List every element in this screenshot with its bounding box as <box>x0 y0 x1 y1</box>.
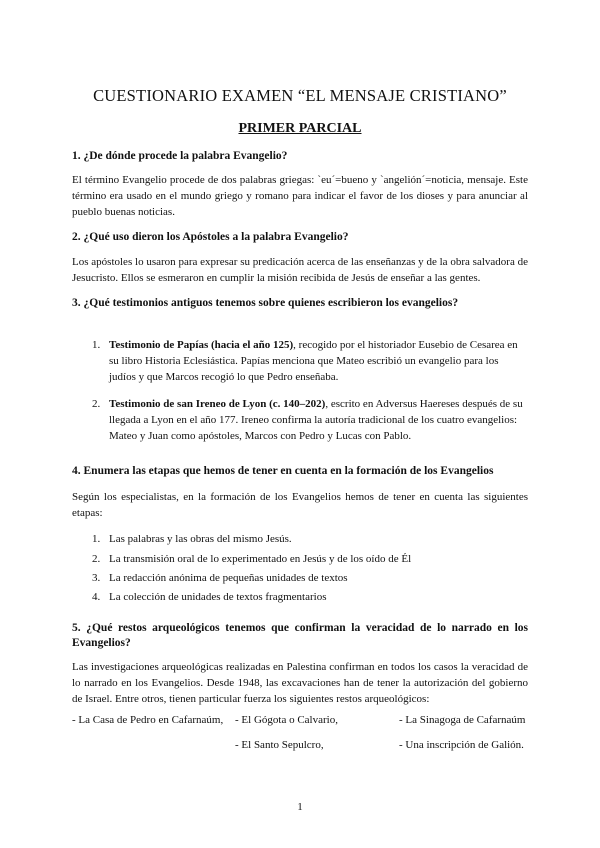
remains-item-santo-sepulcro: - El Santo Sepulcro, <box>235 739 324 751</box>
question-2-answer: Los apóstoles lo usaron para expresar su predicación acerca de las enseñanzas y de la obra salvadora de Jesucristo. Ellos se esmeraron en cumplir la misión recibida de Jesús de enseñar a las gentes. <box>72 256 528 284</box>
item-number: 2. <box>92 398 101 410</box>
item-number: 3. <box>92 572 101 584</box>
item-text: Las palabras y las obras del mismo Jesús. <box>109 533 292 545</box>
question-1-heading: 1. ¿De dónde procede la palabra Evangelio? <box>72 150 288 162</box>
question-2-heading: 2. ¿Qué uso dieron los Apóstoles a la palabra Evangelio? <box>72 231 349 243</box>
item-number: 2. <box>92 553 101 565</box>
remains-item-sinagoga: - La Sinagoga de Cafarnaúm <box>399 714 526 726</box>
question-1-answer: El término Evangelio procede de dos palabras griegas: `eu´=bueno y `angelión´=noticia, mensaje. Este término era usado en el mundo griego y romano para indicar el favor de los dioses y para anunciar al pueblo buenas noticias. <box>72 174 528 218</box>
item-text: La transmisión oral de lo experimentado en Jesús y de los oído de Él <box>109 553 412 565</box>
question-3-heading: 3. ¿Qué testimonios antiguos tenemos sobre quienes escribieron los evangelios? <box>72 297 459 309</box>
item-title: Testimonio de Papías (hacia el año 125) <box>109 339 294 351</box>
question-4-heading: 4. Enumera las etapas que hemos de tener en cuenta en la formación de los Evangelios <box>72 465 494 477</box>
question-5-heading: 5. ¿Qué restos arqueológicos tenemos que confirman la veracidad de lo narrado en los Evangelios? <box>72 622 528 649</box>
document-subtitle: PRIMER PARCIAL <box>238 121 362 136</box>
remains-item-galion: - Una inscripción de Galión. <box>399 739 524 751</box>
document-title: CUESTIONARIO EXAMEN “EL MENSAJE CRISTIANO” <box>93 86 507 105</box>
item-number: 4. <box>92 591 101 603</box>
item-text: La redacción anónima de pequeñas unidades de textos <box>109 572 348 584</box>
page-number: 1 <box>297 801 303 813</box>
question-5-answer: Las investigaciones arqueológicas realizadas en Palestina confirman en todos los casos la veracidad de lo narrado en los Evangelios. Desde 1948, las excavaciones han de tener la autorización del gobierno de Israel. Entre otros, tienen particular fuerza los siguientes restos arqueológicos: <box>72 661 528 705</box>
remains-item-golgota: - El Gógota o Calvario, <box>235 714 338 726</box>
item-title: Testimonio de san Ireneo de Lyon (c. 140–202) <box>109 398 326 410</box>
item-text: , escrito en Adversus Haereses después de su llegada a Lyon en el año 177. Ireneo confirma la autoría tradicional de los cuatro evangelios: Mateo y Juan como apóstoles, Marcos con Pedro y Lucas con Pablo. <box>109 398 523 442</box>
remains-item-casa-pedro: - La Casa de Pedro en Cafarnaúm, <box>72 714 224 726</box>
question-4-intro: Según los especialistas, en la formación de los Evangelios hemos de tener en cuenta las siguientes etapas: <box>72 491 528 519</box>
item-number: 1. <box>92 339 101 351</box>
item-text: La colección de unidades de textos fragmentarios <box>109 591 327 603</box>
item-number: 1. <box>92 533 101 545</box>
item-text: , recogido por el historiador Eusebio de Cesarea en su libro Historia Eclesiástica. Papías menciona que Mateo escribió un evangelio para los judíos y que Marcos recogió lo que Pedro enseñaba. <box>109 339 518 383</box>
